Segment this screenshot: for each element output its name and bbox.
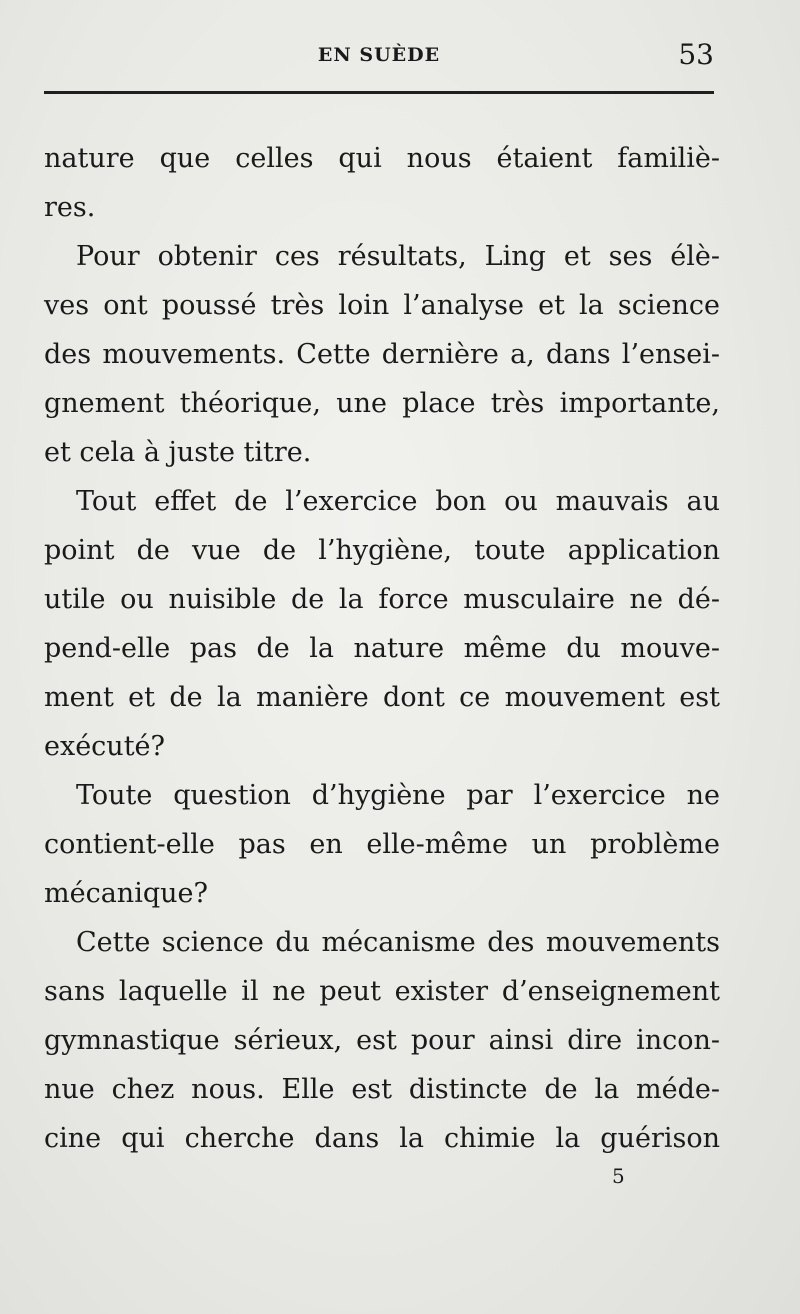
- text-line: nature que celles qui nous étaient familiè-: [44, 143, 720, 174]
- text-line: Toute question d’hygiène par l’exercice ne: [76, 780, 720, 811]
- text-line: utile ou nuisible de la force musculaire ne dé-: [44, 584, 720, 615]
- text-line: des mouvements. Cette dernière a, dans l’ensei-: [44, 339, 720, 370]
- text-line: gymnastique sérieux, est pour ainsi dire incon-: [44, 1025, 720, 1056]
- text-line: gnement théorique, une place très importante,: [44, 388, 720, 419]
- text-line: Cette science du mécanisme des mouvements: [76, 927, 720, 958]
- text-line: Tout effet de l’exercice bon ou mauvais au: [76, 486, 720, 517]
- body-text: [44, 134, 720, 1163]
- text-line: exécuté?: [44, 731, 165, 762]
- text-line: res.: [44, 192, 96, 223]
- page-number: 53: [678, 38, 714, 71]
- signature-mark: 5: [612, 1164, 625, 1188]
- text-line: sans laquelle il ne peut exister d’enseignement: [44, 976, 720, 1007]
- text-line: contient-elle pas en elle-même un problème: [44, 829, 720, 860]
- text-line: mécanique?: [44, 878, 208, 909]
- running-head: [44, 38, 714, 78]
- text-line: nue chez nous. Elle est distincte de la méde-: [44, 1074, 720, 1105]
- text-line: et cela à juste titre.: [44, 437, 312, 468]
- header-rule: [44, 91, 714, 94]
- text-line: cine qui cherche dans la chimie la guérison: [44, 1123, 720, 1154]
- text-line: ves ont poussé très loin l’analyse et la science: [44, 290, 720, 321]
- text-line: point de vue de l’hygiène, toute application: [44, 535, 720, 566]
- text-line: ment et de la manière dont ce mouvement est: [44, 682, 720, 713]
- running-title: EN SUÈDE: [317, 44, 441, 66]
- text-line: Pour obtenir ces résultats, Ling et ses élè-: [76, 241, 720, 272]
- text-line: pend-elle pas de la nature même du mouve-: [44, 633, 720, 664]
